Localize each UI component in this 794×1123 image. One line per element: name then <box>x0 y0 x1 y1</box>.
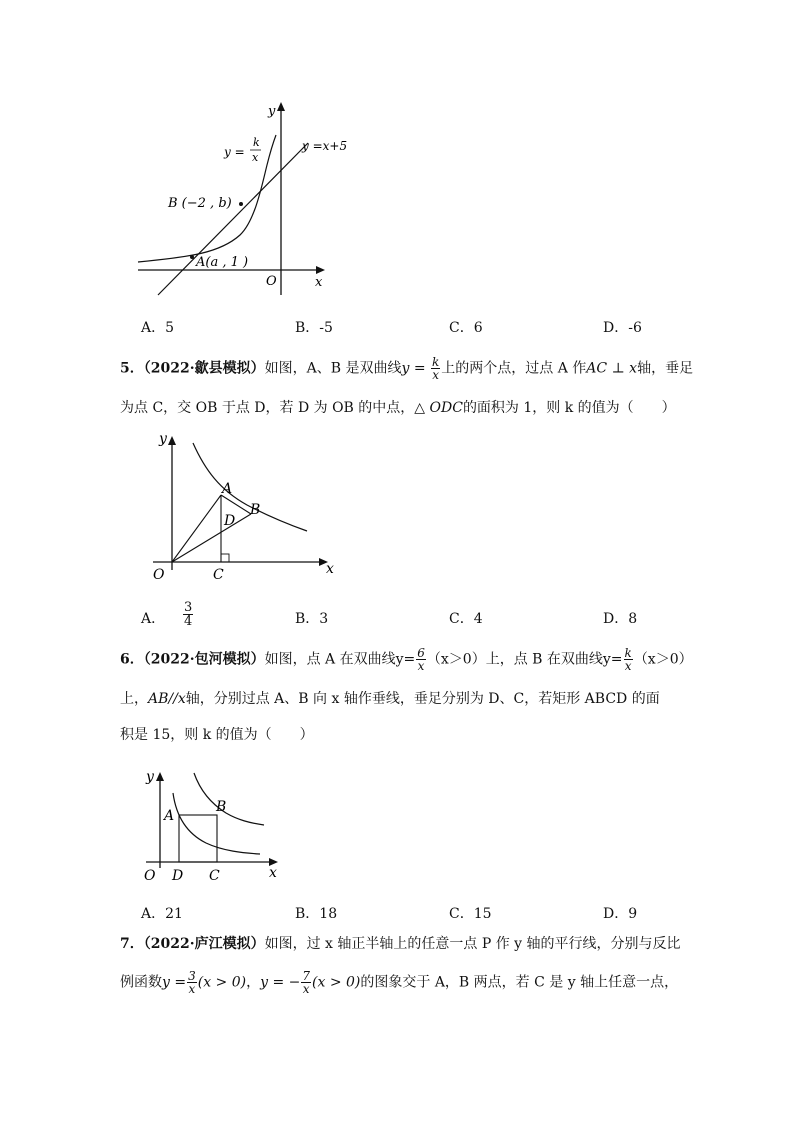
right-angle-mark <box>221 554 229 562</box>
q5-choice-b: B．3 <box>295 611 329 627</box>
q6-line-1: 6．（2022·包河模拟）如图，点 A 在双曲线y= $\frac{6}{x}$ （x＞0）上，点 B 在双曲线y= $\frac{k}{x}$ （x＞0） <box>120 646 693 673</box>
figure-q5 <box>145 425 345 585</box>
o-label: O <box>144 868 156 884</box>
x-label: x <box>269 865 277 881</box>
q5-text-2: 上的两个点，过点 A 作 <box>441 360 587 377</box>
q4-choice-a: A．5 <box>141 320 175 336</box>
y-axis-arrow <box>156 772 164 781</box>
line-y-x-plus-5 <box>158 143 308 295</box>
q7-fraction-2: $\frac{7}{x}$ <box>302 969 311 996</box>
q5-text-3: 轴，垂足 <box>637 360 694 377</box>
q7-line-1: 7．（2022·庐江模拟）如图，过 x 轴正半轴上的任意一点 P 作 y 轴的平行线，分别与反比 <box>120 936 681 952</box>
d-label: D <box>172 868 184 884</box>
point-b-label: B (−2 , b) <box>168 196 232 211</box>
y-label: y <box>146 769 154 785</box>
point-a <box>190 255 194 259</box>
y-axis-arrow <box>168 436 176 445</box>
b-label: B <box>250 502 261 518</box>
q6-choice-b: B．18 <box>295 906 338 922</box>
q5-line-2: 为点 C，交 OB 于点 D，若 D 为 OB 的中点，△ ODC的面积为 1，则 k 的值为（ ） <box>120 400 676 416</box>
q4-choice-c: C．6 <box>449 320 483 336</box>
x-axis-arrow <box>316 266 325 274</box>
q6-fraction-2: $\frac{k}{x}$ <box>624 646 632 673</box>
y-axis-label: y <box>268 104 276 119</box>
q5-line-1: 5．（2022·歙县模拟）如图，A、B 是双曲线y = $\frac{k}{x}$ 上的两个点，过点 A 作AC ⊥ x轴，垂足 <box>120 355 694 382</box>
q4-choice-d: D．-6 <box>603 320 642 336</box>
q6-choice-d: D．9 <box>603 906 638 922</box>
q5-number: 5． <box>120 360 144 377</box>
q5-choice-d: D．8 <box>603 611 638 627</box>
q5-math-1: AC ⊥ x <box>586 360 638 377</box>
q6-choice-c: C．15 <box>449 906 492 922</box>
q5-choice-a-fraction: $\frac{3}{4}$ <box>184 600 193 629</box>
figure-q6 <box>138 765 298 890</box>
q6-fraction-1: $\frac{6}{x}$ <box>417 646 425 673</box>
point-a-label: A(a , 1 ) <box>196 255 249 270</box>
x-axis-label: x <box>315 275 323 290</box>
curve-label-den: x <box>252 151 259 164</box>
q5-math-2: △ ODC <box>414 400 463 416</box>
segment-ob <box>172 514 251 562</box>
x-label: x <box>326 561 334 577</box>
q7-source: （2022·庐江模拟） <box>143 936 265 952</box>
curve-label-prefix: y = <box>224 145 245 159</box>
q4-choice-b: B．-5 <box>295 320 333 336</box>
q5-text-1: 如图，A、B 是双曲线 <box>264 360 402 377</box>
y-axis-arrow <box>277 102 285 111</box>
hyperbola-k-over-x <box>194 773 264 825</box>
q7-line-2: 例函数y = $\frac{3}{x}$ (x > 0)，y = − $\frac{7}{x}$ (x > 0)的图象交于 A，B 两点，若 C 是 y 轴上任意一点， <box>120 969 679 996</box>
curve-label-num: k <box>253 136 260 149</box>
d-label: D <box>224 513 236 529</box>
c-label: C <box>213 567 224 583</box>
q6-line-2: 上，AB//x轴，分别过点 A、B 向 x 轴作垂线，垂足分别为 D、C，若矩形 ABCD 的面 <box>120 691 660 707</box>
q5-source: （2022·歙县模拟） <box>143 360 265 377</box>
line-label: y =x+5 <box>302 139 348 153</box>
q4-choices <box>0 317 794 339</box>
q6-choice-a: A．21 <box>141 906 183 922</box>
q7-fraction-1: $\frac{3}{x}$ <box>188 969 196 996</box>
q6-source: （2022·包河模拟） <box>143 651 265 668</box>
o-label: O <box>153 567 165 583</box>
segment-oa <box>172 495 221 562</box>
point-b <box>239 202 243 206</box>
b-label: B <box>216 799 227 815</box>
q7-number: 7． <box>120 936 144 952</box>
y-label: y <box>159 431 167 447</box>
c-label: C <box>209 868 220 884</box>
origin-label: O <box>266 274 277 289</box>
q5-choice-a: A． <box>141 611 166 627</box>
figure-q4 <box>130 95 350 310</box>
q6-choices <box>0 903 794 925</box>
q6-math-1: AB//x <box>148 691 186 707</box>
q5-choices <box>0 600 794 635</box>
q5-choice-c: C．4 <box>449 611 483 627</box>
a-label: A <box>164 808 175 824</box>
q6-number: 6． <box>120 651 144 668</box>
q6-line-3: 积是 15，则 k 的值为（ ） <box>120 727 314 743</box>
q5-fraction: $\frac{k}{x}$ <box>432 355 440 382</box>
a-label: A <box>222 481 233 497</box>
